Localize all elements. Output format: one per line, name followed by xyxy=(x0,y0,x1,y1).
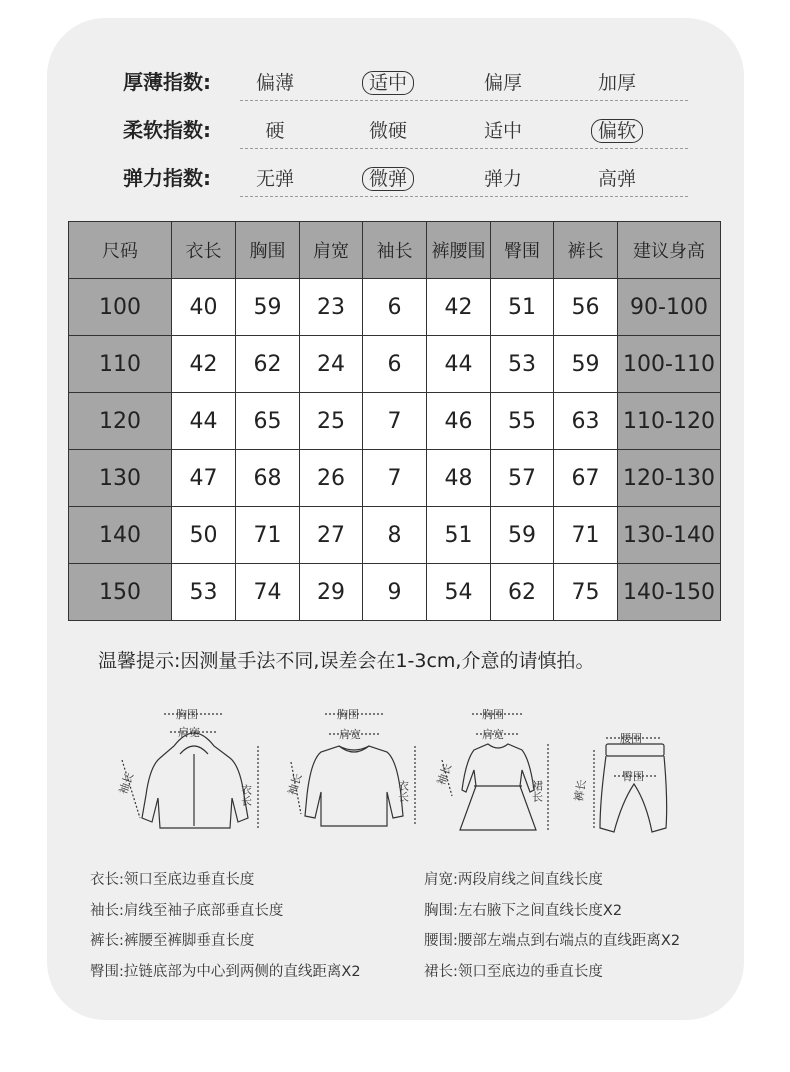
dashed-divider xyxy=(240,196,688,197)
table-cell: 42 xyxy=(427,279,491,336)
thickness-option: 加厚 xyxy=(597,72,636,94)
table-header: 衣长 xyxy=(172,222,236,279)
table-cell: 9 xyxy=(363,564,427,621)
shoulder-label: 肩宽 xyxy=(482,728,504,741)
sleeve-label: 袖长 xyxy=(116,770,137,797)
softness-option: 微硬 xyxy=(368,120,407,142)
elasticity-option: 高弹 xyxy=(597,168,636,190)
table-cell: 56 xyxy=(554,279,618,336)
skirt-length-label: 裙长 xyxy=(530,780,544,802)
table-cell: 54 xyxy=(427,564,491,621)
length-label: 衣长 xyxy=(239,784,253,806)
table-header: 裤长 xyxy=(554,222,618,279)
definition-item: 腰围:腰部左端点到右端点的直线距离X2 xyxy=(424,933,681,949)
definition-item: 肩宽:两段肩线之间直线长度 xyxy=(424,872,603,888)
table-cell: 27 xyxy=(300,507,363,564)
table-cell: 46 xyxy=(427,393,491,450)
table-cell: 63 xyxy=(554,393,618,450)
table-cell: 75 xyxy=(554,564,618,621)
sleeve-label: 袖长 xyxy=(434,761,455,788)
table-header: 肩宽 xyxy=(300,222,363,279)
table-cell: 57 xyxy=(491,450,554,507)
table-cell: 24 xyxy=(300,336,363,393)
measurement-tip: 温馨提示:因测量手法不同,误差会在1-3cm,介意的请慎拍。 xyxy=(98,650,595,672)
hip-label: 臀围 xyxy=(622,770,644,783)
height-cell: 110-120 xyxy=(618,393,721,450)
table-cell: 25 xyxy=(300,393,363,450)
jacket-diagram xyxy=(112,700,272,845)
table-cell: 59 xyxy=(491,507,554,564)
softness-index-label: 柔软指数: xyxy=(123,118,211,142)
table-header: 臀围 xyxy=(491,222,554,279)
thickness-index-row xyxy=(47,62,744,110)
selected-marker: 偏软 xyxy=(591,119,643,143)
selected-marker: 微弹 xyxy=(362,167,414,191)
table-cell: 26 xyxy=(300,450,363,507)
sleeve-label: 袖长 xyxy=(285,771,305,797)
table-header: 袖长 xyxy=(363,222,427,279)
table-cell: 51 xyxy=(491,279,554,336)
table-row xyxy=(69,393,721,450)
size-cell: 150 xyxy=(69,564,172,621)
dashed-divider xyxy=(240,148,688,149)
elasticity-option: 无弹 xyxy=(255,168,294,190)
pants-length-label: 裤长 xyxy=(572,778,589,803)
softness-option: 硬 xyxy=(265,120,285,142)
height-cell: 140-150 xyxy=(618,564,721,621)
table-cell: 55 xyxy=(491,393,554,450)
shoulder-label: 肩宽 xyxy=(339,728,361,741)
elasticity-index-row xyxy=(47,158,744,206)
table-cell: 68 xyxy=(236,450,300,507)
thickness-index-label: 厚薄指数: xyxy=(123,70,211,94)
definition-item: 裤长:裤腰至裤脚垂直长度 xyxy=(90,933,255,949)
table-cell: 8 xyxy=(363,507,427,564)
height-cell: 130-140 xyxy=(618,507,721,564)
size-cell: 120 xyxy=(69,393,172,450)
table-cell: 62 xyxy=(236,336,300,393)
table-cell: 59 xyxy=(236,279,300,336)
table-row xyxy=(69,507,721,564)
table-cell: 7 xyxy=(363,450,427,507)
table-cell: 44 xyxy=(172,393,236,450)
table-cell: 47 xyxy=(172,450,236,507)
table-row xyxy=(69,450,721,507)
table-cell: 23 xyxy=(300,279,363,336)
size-cell: 100 xyxy=(69,279,172,336)
table-cell: 40 xyxy=(172,279,236,336)
height-cell: 100-110 xyxy=(618,336,721,393)
size-cell: 130 xyxy=(69,450,172,507)
table-cell: 7 xyxy=(363,393,427,450)
definition-item: 臀围:拉链底部为中心到两侧的直线距离X2 xyxy=(90,964,361,980)
height-cell: 120-130 xyxy=(618,450,721,507)
shoulder-label: 肩宽 xyxy=(178,726,200,739)
chest-label: 胸围 xyxy=(337,708,359,721)
height-cell: 90-100 xyxy=(618,279,721,336)
length-label: 衣长 xyxy=(396,780,410,802)
softness-index-row xyxy=(47,110,744,158)
definition-item: 袖长:肩线至袖子底部垂直长度 xyxy=(90,903,284,919)
table-cell: 50 xyxy=(172,507,236,564)
table-cell: 53 xyxy=(172,564,236,621)
dashed-divider xyxy=(240,100,688,101)
table-header: 胸围 xyxy=(236,222,300,279)
table-cell: 44 xyxy=(427,336,491,393)
pants-diagram xyxy=(572,700,678,840)
table-row xyxy=(69,279,721,336)
thickness-option-selected xyxy=(353,68,423,95)
table-cell: 65 xyxy=(236,393,300,450)
size-cell: 110 xyxy=(69,336,172,393)
table-cell: 6 xyxy=(363,336,427,393)
definition-item: 裙长:领口至底边的垂直长度 xyxy=(424,964,603,980)
definition-item: 胸围:左右腋下之间直线长度X2 xyxy=(424,903,623,919)
table-cell: 51 xyxy=(427,507,491,564)
waist-label: 腰围 xyxy=(620,732,642,745)
size-table xyxy=(68,221,721,621)
table-row xyxy=(69,564,721,621)
size-cell: 140 xyxy=(69,507,172,564)
softness-option: 适中 xyxy=(483,120,522,142)
selected-marker: 适中 xyxy=(362,71,414,95)
table-cell: 59 xyxy=(554,336,618,393)
table-header: 建议身高 xyxy=(618,222,721,279)
table-cell: 42 xyxy=(172,336,236,393)
table-row xyxy=(69,336,721,393)
chest-label: 胸围 xyxy=(482,708,504,721)
table-cell: 67 xyxy=(554,450,618,507)
dress-diagram xyxy=(434,700,563,840)
table-cell: 71 xyxy=(554,507,618,564)
elasticity-option: 弹力 xyxy=(483,168,522,190)
elasticity-option-selected xyxy=(353,164,423,191)
table-header: 尺码 xyxy=(69,222,172,279)
table-cell: 48 xyxy=(427,450,491,507)
table-cell: 29 xyxy=(300,564,363,621)
thickness-option: 偏厚 xyxy=(483,72,522,94)
table-header: 裤腰围 xyxy=(427,222,491,279)
table-cell: 53 xyxy=(491,336,554,393)
softness-option-selected xyxy=(582,116,652,143)
table-cell: 71 xyxy=(236,507,300,564)
definition-item: 衣长:领口至底边垂直长度 xyxy=(90,872,255,888)
table-cell: 74 xyxy=(236,564,300,621)
elasticity-index-label: 弹力指数: xyxy=(123,166,211,190)
sweater-diagram xyxy=(287,700,427,840)
chest-label: 胸围 xyxy=(176,708,198,721)
table-cell: 62 xyxy=(491,564,554,621)
table-header-row xyxy=(69,222,721,279)
table-cell: 6 xyxy=(363,279,427,336)
thickness-option: 偏薄 xyxy=(255,72,294,94)
